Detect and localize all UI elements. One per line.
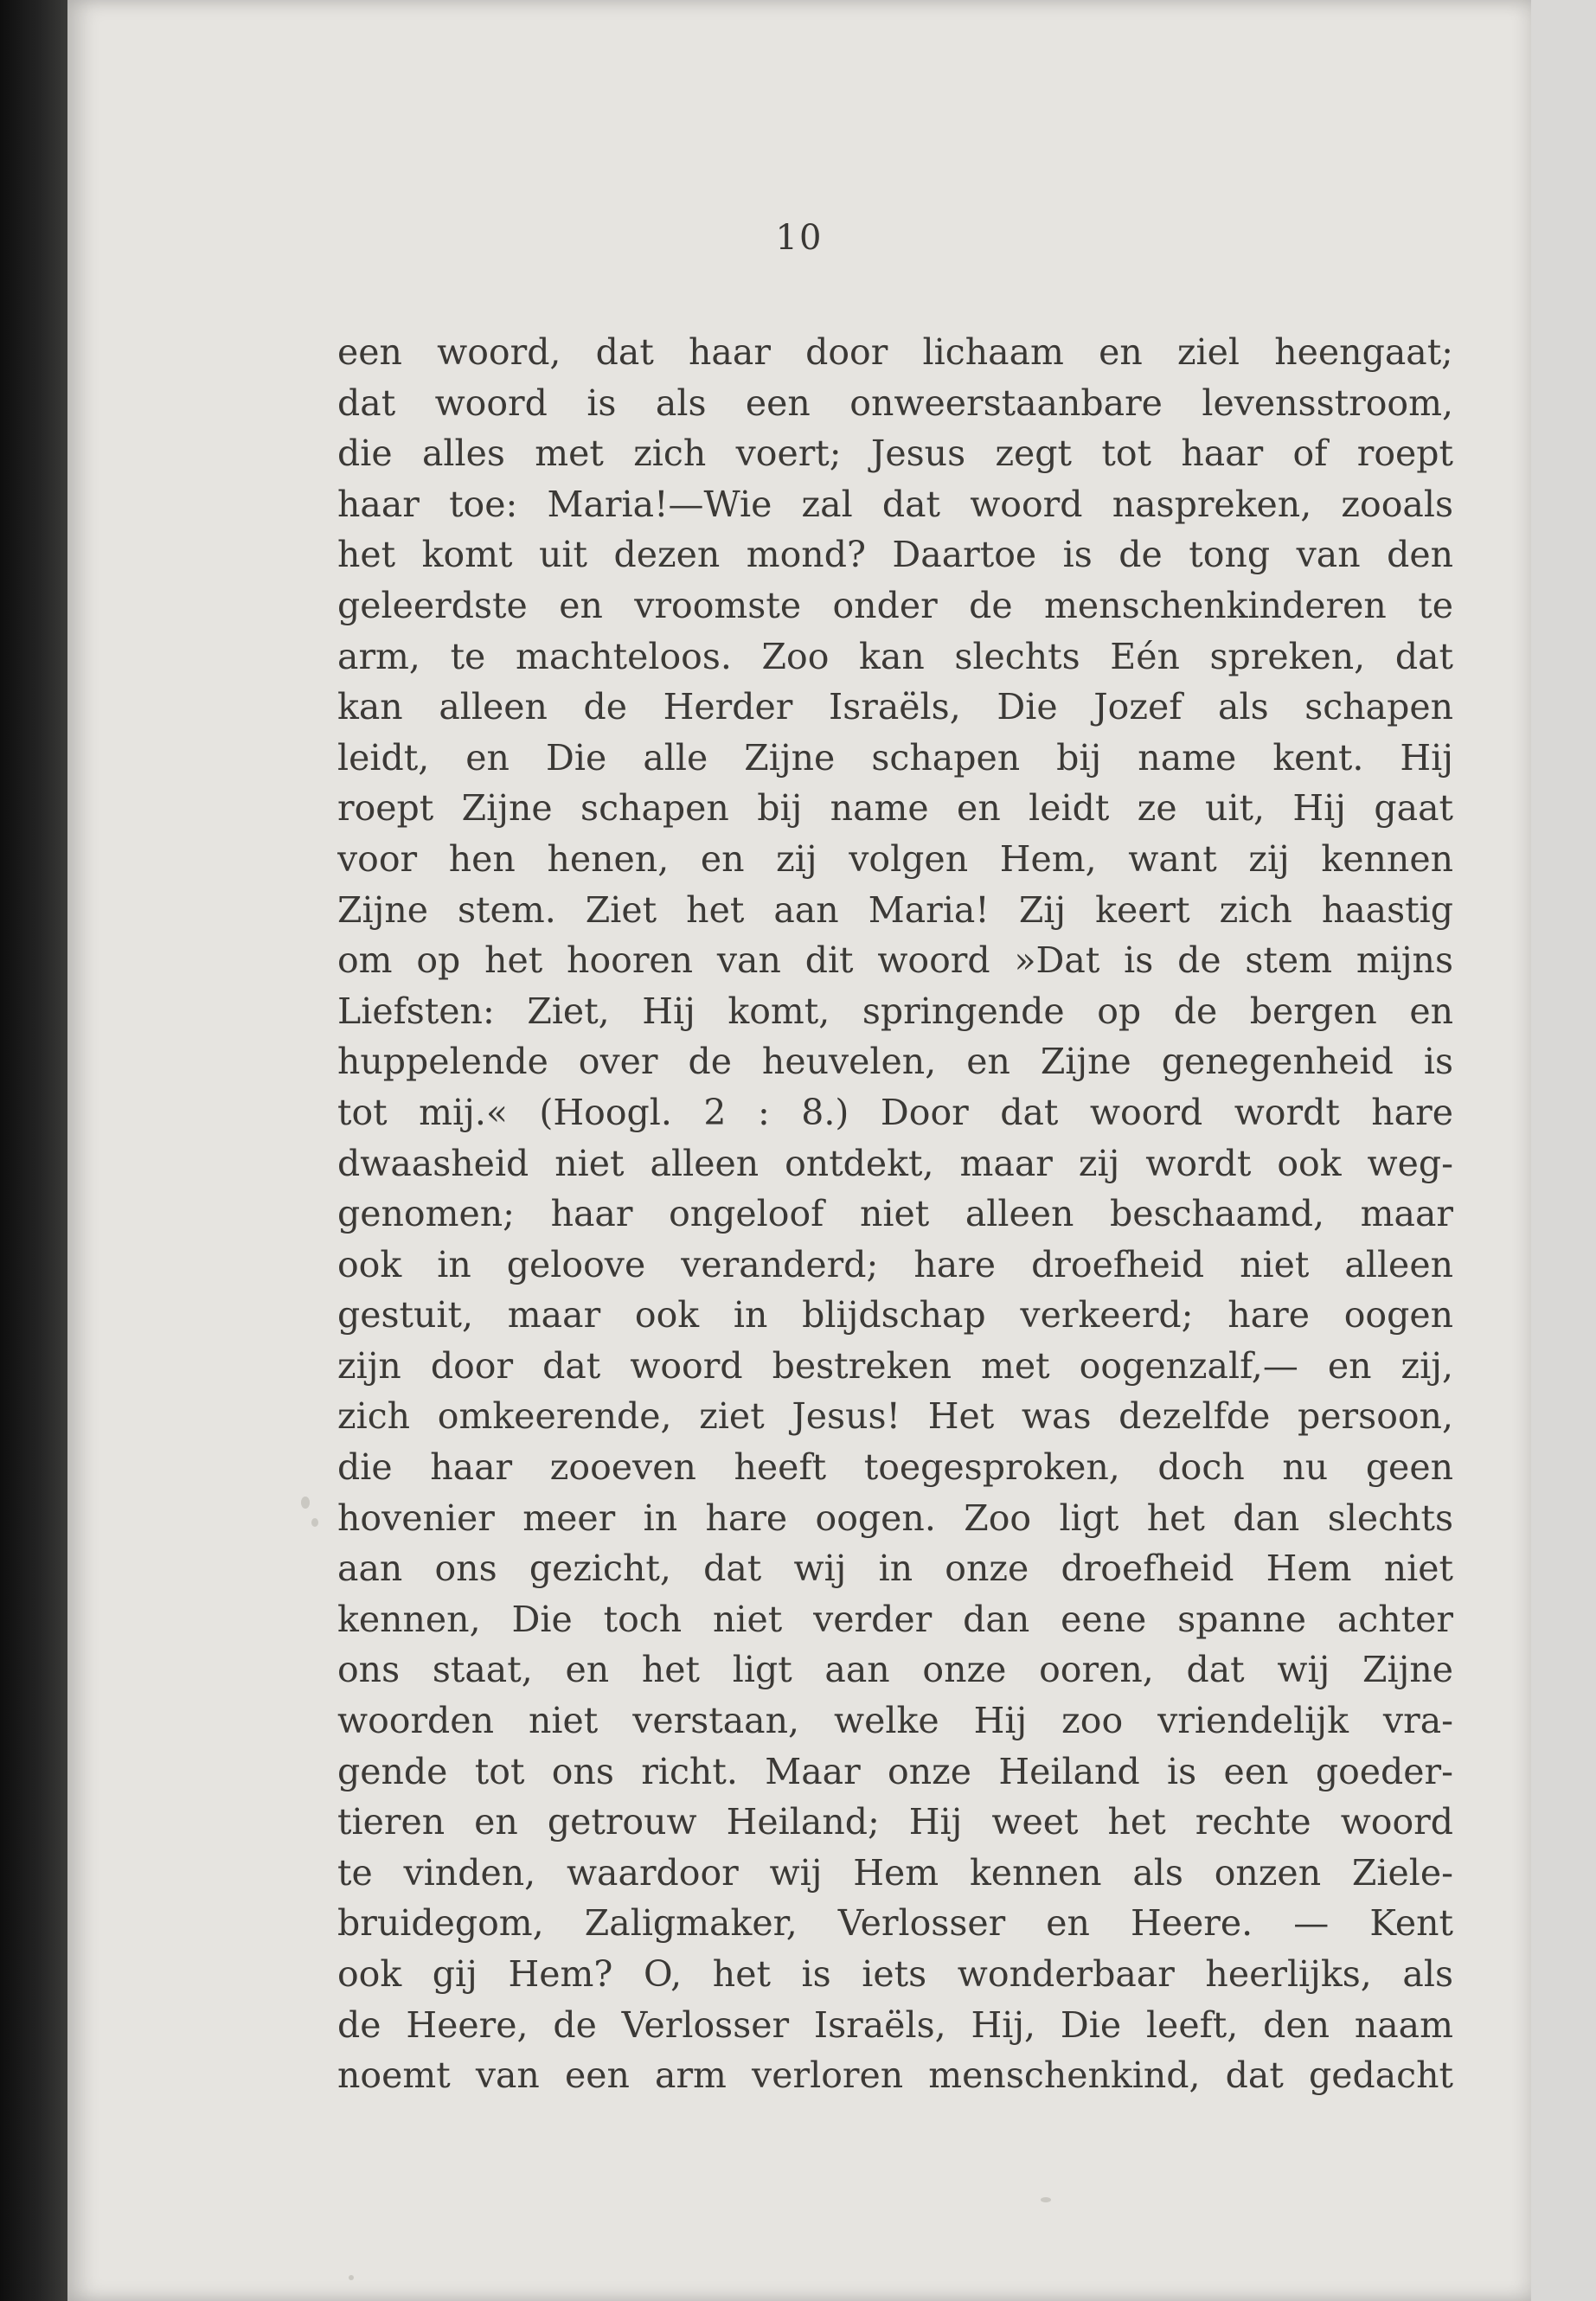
text-line: noemt van een arm verloren menschenkind, dat gedacht: [337, 2054, 1453, 2097]
text-line: gestuit, maar ook in blijdschap verkeerd; hare oogen: [337, 1294, 1453, 1336]
text-line: genomen; haar ongeloof niet alleen beschaamd, maar: [337, 1193, 1453, 1235]
book-page: [67, 0, 1531, 2301]
text-line: zich omkeerende, ziet Jesus! Het was dezelfde persoon,: [337, 1395, 1453, 1438]
text-line: tieren en getrouw Heiland; Hij weet het rechte woord: [337, 1801, 1453, 1843]
text-line: arm, te machteloos. Zoo kan slechts Eén spreken, dat: [337, 635, 1453, 677]
text-line: huppelende over de heuvelen, en Zijne genegenheid is: [337, 1041, 1453, 1083]
text-line: roept Zijne schapen bij name en leidt ze uit, Hij gaat: [337, 787, 1453, 830]
text-line: ook in geloove veranderd; hare droefheid niet alleen: [337, 1243, 1453, 1285]
text-line: het komt uit dezen mond? Daartoe is de tong van den: [337, 534, 1453, 576]
text-line: ook gij Hem? O, het is iets wonderbaar heerlijks, als: [337, 1953, 1453, 1995]
paper-speck: [311, 1518, 318, 1527]
text-line: Liefsten: Ziet, Hij komt, springende op de bergen en: [337, 990, 1453, 1032]
text-line: gende tot ons richt. Maar onze Heiland is een goeder-: [337, 1750, 1453, 1792]
text-line: dat woord is als een onweerstaanbare levensstroom,: [337, 381, 1453, 424]
text-line: dwaasheid niet alleen ontdekt, maar zij wordt ook weg-: [337, 1142, 1453, 1184]
text-line: tot mij.« (Hoogl. 2 : 8.) Door dat woord wordt hare: [337, 1091, 1453, 1133]
text-line: kennen, Die toch niet verder dan eene spanne achter: [337, 1598, 1453, 1640]
text-line: zijn door dat woord bestreken met oogenzalf,— en zij,: [337, 1344, 1453, 1387]
page-number: 10: [775, 218, 824, 258]
text-line: voor hen henen, en zij volgen Hem, want zij kennen: [337, 837, 1453, 880]
text-line: die haar zooeven heeft toegesproken, doch nu geen: [337, 1446, 1453, 1489]
text-line: kan alleen de Herder Israëls, Die Jozef als schapen: [337, 686, 1453, 728]
text-line: de Heere, de Verlosser Israëls, Hij, Die leeft, den naam: [337, 2003, 1453, 2046]
text-line: hovenier meer in hare oogen. Zoo ligt het dan slechts: [337, 1497, 1453, 1539]
book-binding-edge: [0, 0, 67, 2301]
text-line: ons staat, en het ligt aan onze ooren, dat wij Zijne: [337, 1649, 1453, 1691]
text-line: leidt, en Die alle Zijne schapen bij name kent. Hij: [337, 736, 1453, 779]
text-line: geleerdste en vroomste onder de menschenkinderen te: [337, 584, 1453, 626]
text-line: bruidegom, Zaligmaker, Verlosser en Heere. — Kent: [337, 1902, 1453, 1945]
body-text: [337, 327, 1453, 2101]
paper-speck: [301, 1497, 310, 1509]
text-line: die alles met zich voert; Jesus zegt tot haar of roept: [337, 433, 1453, 475]
text-line: om op het hooren van dit woord »Dat is de stem mijns: [337, 939, 1453, 982]
paper-speck: [349, 2275, 354, 2280]
paper-speck: [1041, 2197, 1051, 2202]
text-line: haar toe: Maria!—Wie zal dat woord naspreken, zooals: [337, 483, 1453, 525]
text-line: te vinden, waardoor wij Hem kennen als onzen Ziele-: [337, 1851, 1453, 1894]
text-line: Zijne stem. Ziet het aan Maria! Zij keert zich haastig: [337, 888, 1453, 931]
text-line: aan ons gezicht, dat wij in onze droefheid Hem niet: [337, 1548, 1453, 1590]
text-line: een woord, dat haar door lichaam en ziel heengaat;: [337, 331, 1453, 373]
page-right-margin-edge: [1531, 0, 1596, 2301]
text-line: woorden niet verstaan, welke Hij zoo vriendelijk vra-: [337, 1700, 1453, 1742]
